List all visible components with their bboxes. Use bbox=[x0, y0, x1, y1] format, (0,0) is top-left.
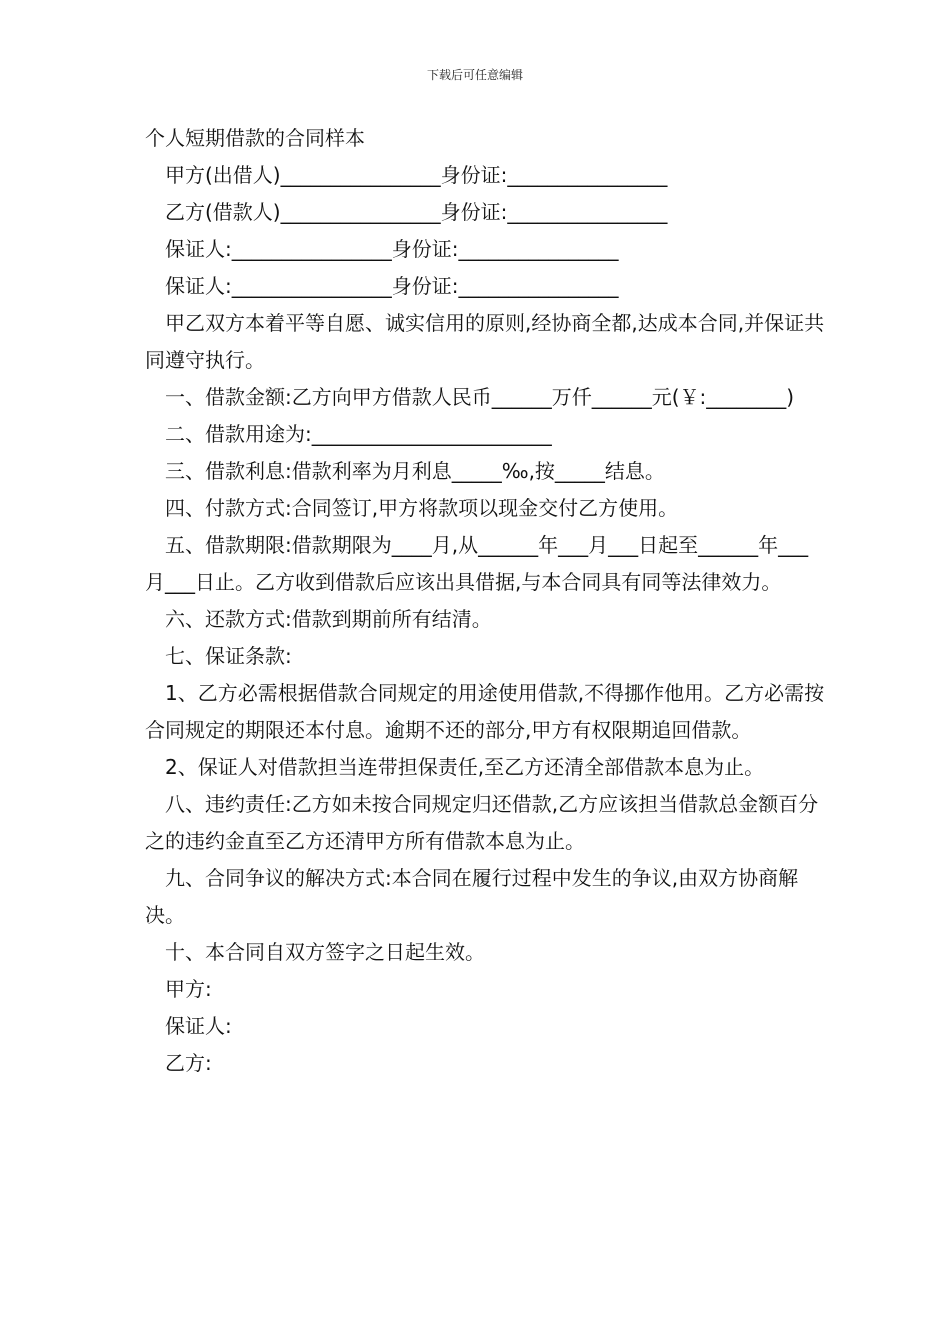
clause-guarantee-heading: 七、保证条款: bbox=[165, 644, 292, 668]
clause-repayment: 六、还款方式:借款到期前所有结清。 bbox=[165, 607, 492, 631]
document-title: 个人短期借款的合同样本 bbox=[145, 126, 365, 150]
clause-dispute: 九、合同争议的解决方式:本合同在履行过程中发生的争议,由双方协商解决。 bbox=[145, 866, 799, 927]
party-a-line: 甲方(出借人)________________身份证:________________ bbox=[165, 163, 668, 187]
clause-loan-purpose: 二、借款用途为:________________________ bbox=[165, 422, 552, 446]
signature-party-b: 乙方: bbox=[165, 1051, 212, 1075]
guarantor-line-1: 保证人:________________身份证:________________ bbox=[165, 237, 619, 261]
document-body bbox=[145, 120, 825, 1082]
clause-breach: 八、违约责任:乙方如未按合同规定归还借款,乙方应该担当借款总金额百分之的违约金直至乙方还清甲方所有借款本息为止。 bbox=[145, 792, 819, 853]
guarantee-item-2: 2、保证人对借款担当连带担保责任,至乙方还清全部借款本息为止。 bbox=[165, 755, 765, 779]
clause-effective: 十、本合同自双方签字之日起生效。 bbox=[165, 940, 485, 964]
signature-guarantor: 保证人: bbox=[165, 1014, 232, 1038]
guarantor-line-2: 保证人:________________身份证:________________ bbox=[165, 274, 619, 298]
page-header-note: 下载后可任意编辑 bbox=[426, 68, 523, 82]
guarantee-item-1: 1、乙方必需根据借款合同规定的用途使用借款,不得挪作他用。乙方必需按合同规定的期限还本付息。逾期不还的部分,甲方有权限期追回借款。 bbox=[145, 681, 825, 742]
party-b-line: 乙方(借款人)________________身份证:________________ bbox=[165, 200, 668, 224]
clause-loan-amount: 一、借款金额:乙方向甲方借款人民币______万仟______元(￥:________) bbox=[165, 385, 795, 409]
preamble-paragraph: 甲乙双方本着平等自愿、诚实信用的原则,经协商全都,达成本合同,并保证共同遵守执行。 bbox=[145, 311, 825, 372]
clause-loan-term: 五、借款期限:借款期限为____月,从______年___月___日起至______年___月___日止。乙方收到借款后应该出具借据,与本合同具有同等法律效力。 bbox=[145, 533, 809, 594]
clause-loan-interest: 三、借款利息:借款利率为月利息_____‰,按_____结息。 bbox=[165, 459, 665, 483]
signature-party-a: 甲方: bbox=[165, 977, 212, 1001]
clause-payment-method: 四、付款方式:合同签订,甲方将款项以现金交付乙方使用。 bbox=[165, 496, 679, 520]
